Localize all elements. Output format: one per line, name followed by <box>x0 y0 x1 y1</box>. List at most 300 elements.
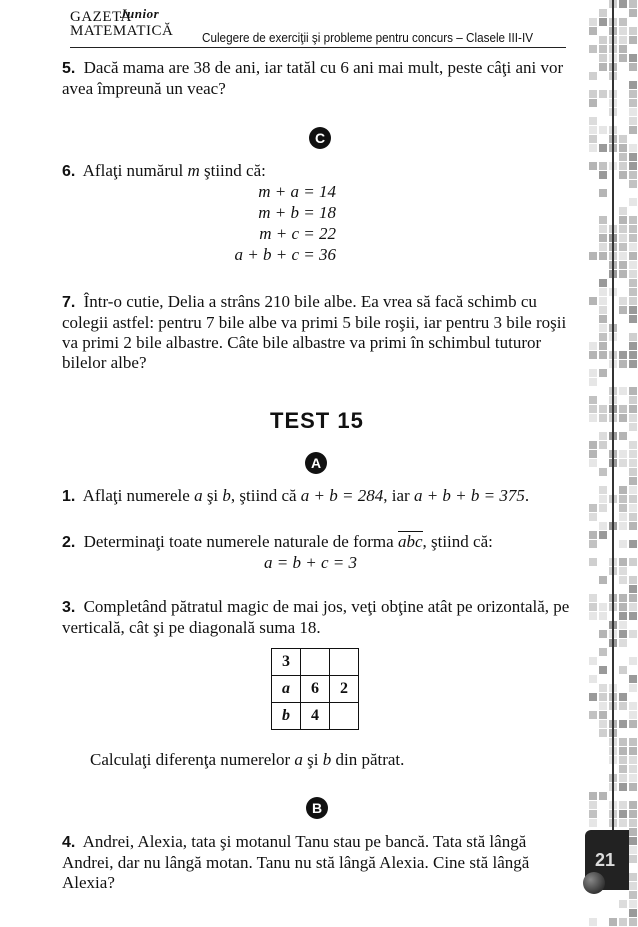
mosaic-tile <box>619 36 627 44</box>
magic-cell: a <box>272 676 301 703</box>
mosaic-tile <box>599 693 607 701</box>
mosaic-tile <box>629 675 637 683</box>
mosaic-tile <box>589 117 597 125</box>
mosaic-tile <box>629 0 637 8</box>
mosaic-tile <box>589 342 597 350</box>
mosaic-tile <box>629 459 637 467</box>
mosaic-tile <box>599 630 607 638</box>
mosaic-tile <box>629 603 637 611</box>
mosaic-tile <box>629 486 637 494</box>
mosaic-tile <box>629 918 637 926</box>
mosaic-tile <box>599 648 607 656</box>
problem-7 <box>62 292 572 373</box>
mosaic-tile <box>619 459 627 467</box>
mosaic-tile <box>619 918 627 926</box>
mosaic-tile <box>599 333 607 341</box>
problem-text: , ştiind că: <box>422 532 493 551</box>
mosaic-tile <box>589 801 597 809</box>
magic-cell: 2 <box>330 676 359 703</box>
mosaic-tile <box>589 351 597 359</box>
mosaic-tile <box>589 369 597 377</box>
magic-cell: b <box>272 703 301 730</box>
mosaic-tile <box>619 819 627 827</box>
magic-cell: 3 <box>272 649 301 676</box>
mosaic-tile <box>629 414 637 422</box>
mosaic-tile <box>599 171 607 179</box>
mosaic-tile <box>599 468 607 476</box>
magic-cell: 6 <box>301 676 330 703</box>
mosaic-tile <box>629 711 637 719</box>
mosaic-tile <box>619 702 627 710</box>
mosaic-tile <box>589 90 597 98</box>
mosaic-tile <box>619 783 627 791</box>
magic-cell <box>330 703 359 730</box>
mosaic-tile <box>599 486 607 494</box>
mosaic-tile <box>629 36 637 44</box>
overlined-number: abc <box>397 532 423 551</box>
mosaic-tile <box>629 477 637 485</box>
mosaic-tile <box>599 90 607 98</box>
section-badge-b: B <box>306 797 328 819</box>
mosaic-tile <box>629 279 637 287</box>
mosaic-tile <box>599 522 607 530</box>
mosaic-tile <box>629 153 637 161</box>
mosaic-tile <box>589 693 597 701</box>
problem-text: , ştiind că <box>230 486 297 505</box>
header-rule <box>70 47 566 48</box>
mosaic-tile <box>629 261 637 269</box>
mosaic-tile <box>589 603 597 611</box>
mosaic-tile <box>619 576 627 584</box>
mosaic-tile <box>599 711 607 719</box>
mosaic-tile <box>629 630 637 638</box>
mosaic-tile <box>619 738 627 746</box>
math-expression: a + b = 284 <box>300 486 384 505</box>
mosaic-tile <box>629 117 637 125</box>
brand-line-2: MATEMATICĂ <box>70 23 174 39</box>
mosaic-tile <box>589 540 597 548</box>
mosaic-tile <box>629 162 637 170</box>
mosaic-tile <box>629 504 637 512</box>
mosaic-tile <box>589 45 597 53</box>
mosaic-tile <box>599 189 607 197</box>
magic-row <box>272 676 359 703</box>
problem-text: Aflaţi numărul <box>82 161 184 180</box>
magic-row <box>272 703 359 730</box>
mosaic-tile <box>629 54 637 62</box>
problem-number: 4. <box>62 834 76 851</box>
mosaic-tile <box>619 387 627 395</box>
mosaic-tile <box>619 243 627 251</box>
equation: m + b = 18 <box>258 203 336 222</box>
mosaic-tile <box>599 702 607 710</box>
math-var: b <box>222 486 231 505</box>
mosaic-tile <box>599 234 607 242</box>
mosaic-tile <box>599 414 607 422</box>
problem-text: . <box>524 486 530 505</box>
mosaic-tile <box>599 324 607 332</box>
magic-cell: 4 <box>301 703 330 730</box>
mosaic-tile <box>589 612 597 620</box>
mosaic-tile <box>629 657 637 665</box>
mosaic-tile <box>619 801 627 809</box>
mosaic-tile <box>629 360 637 368</box>
mosaic-tile <box>619 135 627 143</box>
mosaic-tile <box>629 801 637 809</box>
mosaic-tile <box>619 360 627 368</box>
mosaic-tile <box>619 18 627 26</box>
mosaic-tile <box>619 756 627 764</box>
mosaic-tile <box>609 918 617 926</box>
mosaic-tile <box>629 828 637 836</box>
mosaic-tile <box>619 54 627 62</box>
mosaic-tile <box>589 711 597 719</box>
problem-text: Într-o cutie, Delia a strâns 210 bile albe. Ea vrea să facă schimb cu colegii astfel: pentru 7 bile albe va primi 5 bile roşii, iar pentru 3 bile roşii va primi 2 bile albastre. Câte bile albastre va primi în schimbul tuturor bilelor albe? <box>62 292 567 372</box>
mosaic-tile <box>629 387 637 395</box>
mosaic-tile <box>619 747 627 755</box>
mosaic-tile <box>629 558 637 566</box>
mosaic-tile <box>619 405 627 413</box>
mosaic-tile <box>629 243 637 251</box>
mosaic-tile <box>599 666 607 674</box>
math-var: a <box>294 750 303 769</box>
mosaic-tile <box>629 63 637 71</box>
mosaic-tile <box>629 81 637 89</box>
problem-number: 2. <box>62 534 76 551</box>
mosaic-tile <box>629 540 637 548</box>
mosaic-tile <box>599 432 607 440</box>
problem-3-followup <box>90 750 570 770</box>
mosaic-tile <box>629 756 637 764</box>
mosaic-tile <box>599 243 607 251</box>
mosaic-tile <box>629 891 637 899</box>
section-badge-a: A <box>305 452 327 474</box>
mosaic-tile <box>619 252 627 260</box>
mosaic-tile <box>619 765 627 773</box>
mosaic-tile <box>589 450 597 458</box>
problem-6 <box>62 161 572 182</box>
mosaic-tile <box>599 684 607 692</box>
mosaic-tile <box>599 351 607 359</box>
mosaic-tile <box>629 702 637 710</box>
mosaic-tile <box>619 45 627 53</box>
mosaic-tile <box>619 540 627 548</box>
section-badge-c: C <box>309 127 331 149</box>
mosaic-tile <box>619 171 627 179</box>
mosaic-tile <box>589 297 597 305</box>
problem-text: Calculaţi diferenţa numerelor <box>90 750 291 769</box>
mosaic-tile <box>589 378 597 386</box>
mosaic-tile <box>619 522 627 530</box>
mosaic-tile <box>629 594 637 602</box>
mosaic-tile <box>589 135 597 143</box>
mosaic-tile <box>599 504 607 512</box>
mosaic-tile <box>629 108 637 116</box>
problem-number: 5. <box>62 60 76 77</box>
problem-number: 6. <box>62 163 76 180</box>
math-var: a <box>194 486 203 505</box>
mosaic-tile <box>589 918 597 926</box>
magic-square <box>271 648 359 730</box>
mosaic-tile <box>629 351 637 359</box>
mosaic-tile <box>629 144 637 152</box>
magic-cell <box>301 649 330 676</box>
mosaic-tile <box>599 54 607 62</box>
equation: a = b + c = 3 <box>264 553 357 572</box>
mosaic-tile <box>629 306 637 314</box>
mosaic-tile <box>599 612 607 620</box>
mosaic-tile <box>629 468 637 476</box>
problem-1 <box>62 486 572 507</box>
mosaic-tile <box>619 621 627 629</box>
mosaic-tile <box>599 441 607 449</box>
problem-2 <box>62 532 572 553</box>
mosaic-tile <box>629 873 637 881</box>
mosaic-tile <box>629 180 637 188</box>
mosaic-tile <box>619 810 627 818</box>
mosaic-tile <box>629 423 637 431</box>
mosaic-tile <box>619 261 627 269</box>
mosaic-tile <box>589 810 597 818</box>
mosaic-tile <box>589 27 597 35</box>
mosaic-tile <box>619 216 627 224</box>
mosaic-tile <box>619 414 627 422</box>
mosaic-tile <box>629 720 637 728</box>
mosaic-tile <box>599 225 607 233</box>
mosaic-tile <box>589 126 597 134</box>
mosaic-tile <box>589 72 597 80</box>
mosaic-tile <box>629 612 637 620</box>
page-header <box>70 6 570 50</box>
mosaic-tile <box>599 531 607 539</box>
problem-text: , iar <box>383 486 410 505</box>
mosaic-tile <box>629 99 637 107</box>
mosaic-tile <box>629 252 637 260</box>
mosaic-tile <box>589 531 597 539</box>
mosaic-tile <box>619 270 627 278</box>
mosaic-tile <box>629 765 637 773</box>
mosaic-tile <box>629 441 637 449</box>
mosaic-tile <box>599 288 607 296</box>
mosaic-tile <box>629 27 637 35</box>
mosaic-tile <box>599 603 607 611</box>
mosaic-tile <box>619 495 627 503</box>
mosaic-tile <box>589 819 597 827</box>
equation: m + c = 22 <box>259 224 336 243</box>
mosaic-tile <box>599 315 607 323</box>
mosaic-tile <box>619 351 627 359</box>
mosaic-tile <box>619 225 627 233</box>
mosaic-tile <box>619 513 627 521</box>
problem-text: Determinaţi toate numerele naturale de forma <box>83 532 394 551</box>
problem-text: şi <box>307 750 319 769</box>
mosaic-tile <box>619 207 627 215</box>
mosaic-tile <box>589 162 597 170</box>
mosaic-tile <box>629 684 637 692</box>
math-expression: a + b + b = 375 <box>413 486 525 505</box>
mosaic-tile <box>619 666 627 674</box>
problem-3 <box>62 597 572 638</box>
mosaic-tile <box>589 558 597 566</box>
mosaic-tile <box>599 9 607 17</box>
brand-line-1: GAZETA <box>70 9 132 25</box>
mosaic-tile <box>629 315 637 323</box>
mosaic-tile <box>629 90 637 98</box>
brand-logo <box>70 6 174 39</box>
mosaic-tile <box>599 297 607 305</box>
mosaic-tile <box>629 396 637 404</box>
test-heading: TEST 15 <box>270 408 364 433</box>
mosaic-tile <box>599 495 607 503</box>
mosaic-tile <box>629 216 637 224</box>
mosaic-tile <box>629 126 637 134</box>
mosaic-tile <box>629 747 637 755</box>
mosaic-tile <box>589 594 597 602</box>
running-title: Culegere de exerciţii şi probleme pentru concurs – Clasele III-IV <box>202 30 534 45</box>
equation: a + b + c = 36 <box>234 245 336 264</box>
mosaic-tile <box>619 504 627 512</box>
mosaic-tile <box>629 234 637 242</box>
mosaic-tile <box>619 0 627 8</box>
problem-4 <box>62 832 567 893</box>
mosaic-tile <box>629 819 637 827</box>
mosaic-tile <box>629 333 637 341</box>
mosaic-tile <box>589 405 597 413</box>
mosaic-tile <box>629 900 637 908</box>
mosaic-tile <box>619 639 627 647</box>
problem-text: Aflaţi numerele <box>82 486 190 505</box>
mosaic-tile <box>589 414 597 422</box>
mosaic-tile <box>619 630 627 638</box>
mosaic-tile <box>629 585 637 593</box>
page-number: 21 <box>595 850 616 870</box>
mosaic-tile <box>599 126 607 134</box>
problem-text: Andrei, Alexia, tata şi motanul Tanu stau pe bancă. Tata stă lângă Andrei, dar nu lângă motan. Tanu nu stă lângă Alexia. Cine stă lângă Alexia? <box>62 832 530 892</box>
mosaic-tile <box>629 855 637 863</box>
mosaic-tile <box>619 612 627 620</box>
mosaic-tile <box>619 27 627 35</box>
mosaic-tile <box>599 342 607 350</box>
mosaic-tile <box>599 63 607 71</box>
mosaic-tile <box>589 459 597 467</box>
mosaic-tile <box>599 729 607 737</box>
mosaic-tile <box>599 252 607 260</box>
mosaic-tile <box>589 396 597 404</box>
problem-number: 3. <box>62 599 76 616</box>
mosaic-tile <box>599 306 607 314</box>
mosaic-tile <box>619 306 627 314</box>
bookmark-ball <box>583 872 605 894</box>
mosaic-tile <box>629 576 637 584</box>
mosaic-tile <box>619 432 627 440</box>
mosaic-tile <box>589 441 597 449</box>
mosaic-tile <box>589 252 597 260</box>
equation: m + a = 14 <box>258 182 336 201</box>
mosaic-tile <box>629 837 637 845</box>
mosaic-tile <box>599 369 607 377</box>
mosaic-tile <box>619 693 627 701</box>
mosaic-tile <box>629 495 637 503</box>
math-var: m <box>187 161 200 180</box>
problem-text: din pătrat. <box>335 750 405 769</box>
mosaic-tile <box>629 909 637 917</box>
math-var: b <box>322 750 332 769</box>
problem-text: ştiind că: <box>204 161 266 180</box>
mosaic-tile <box>599 144 607 152</box>
mosaic-tile <box>599 576 607 584</box>
mosaic-tile <box>629 738 637 746</box>
mosaic-tile <box>629 774 637 782</box>
equation-system <box>226 181 336 265</box>
problem-text: Dacă mama are 38 de ani, iar tatăl cu 6 ani mai mult, peste câţi ani vor avea împreună un veac? <box>62 58 564 98</box>
mosaic-tile <box>629 783 637 791</box>
mosaic-tile <box>629 522 637 530</box>
mosaic-tile <box>629 270 637 278</box>
magic-row <box>272 649 359 676</box>
mosaic-tile <box>619 558 627 566</box>
mosaic-tile <box>619 450 627 458</box>
problem-number: 1. <box>62 488 76 505</box>
mosaic-tile <box>619 594 627 602</box>
problem-text: şi <box>206 486 219 505</box>
bookmark-cord <box>612 0 614 880</box>
mosaic-tile <box>629 297 637 305</box>
problem-number: 7. <box>62 294 76 311</box>
mosaic-tile <box>599 216 607 224</box>
mosaic-tile <box>629 9 637 17</box>
mosaic-tile <box>599 792 607 800</box>
problem-5 <box>62 58 572 99</box>
mosaic-tile <box>629 882 637 890</box>
magic-cell <box>330 649 359 676</box>
mosaic-tile <box>599 18 607 26</box>
mosaic-tile <box>629 846 637 854</box>
mosaic-tile <box>589 18 597 26</box>
mosaic-tile <box>589 792 597 800</box>
mosaic-tile <box>619 720 627 728</box>
mosaic-tile <box>619 297 627 305</box>
mosaic-tile <box>619 900 627 908</box>
mosaic-tile <box>619 567 627 575</box>
mosaic-tile <box>619 234 627 242</box>
mosaic-tile <box>629 171 637 179</box>
mosaic-tile <box>589 675 597 683</box>
mosaic-tile <box>599 36 607 44</box>
mosaic-tile <box>619 603 627 611</box>
mosaic-tile <box>619 153 627 161</box>
mosaic-tile <box>599 162 607 170</box>
mosaic-tile <box>629 288 637 296</box>
mosaic-tile <box>599 720 607 728</box>
mosaic-tile <box>619 144 627 152</box>
mosaic-tile <box>629 810 637 818</box>
mosaic-tile <box>629 405 637 413</box>
mosaic-tile <box>589 99 597 107</box>
mosaic-tile <box>599 405 607 413</box>
mosaic-tile <box>629 225 637 233</box>
mosaic-tile <box>619 774 627 782</box>
problem-text: Completând pătratul magic de mai jos, veţi obţine atât pe orizontală, pe verticală, cât şi pe diagonală suma 18. <box>62 597 570 637</box>
mosaic-tile <box>599 279 607 287</box>
brand-junior: Junior <box>120 6 160 21</box>
mosaic-tile <box>589 504 597 512</box>
mosaic-tile <box>619 162 627 170</box>
mosaic-tile <box>599 45 607 53</box>
mosaic-tile <box>619 486 627 494</box>
mosaic-tile <box>589 144 597 152</box>
mosaic-tile <box>589 513 597 521</box>
mosaic-tile <box>629 450 637 458</box>
